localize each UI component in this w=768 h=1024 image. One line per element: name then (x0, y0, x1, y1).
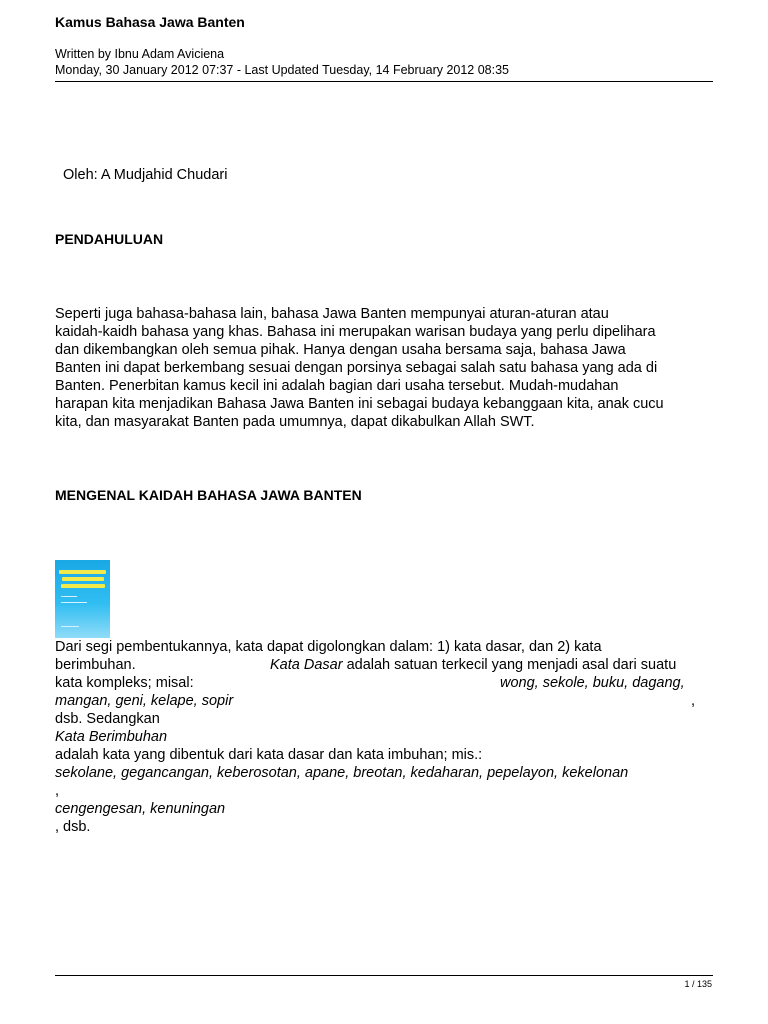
kaidah-line-5: dsb. Sedangkan (55, 711, 160, 727)
paragraph-line: Seperti juga bahasa-bahasa lain, bahasa Jawa Banten mempunyai aturan-aturan atau (55, 306, 609, 322)
example-words-3: sekolane, gegancangan, keberosotan, apane, breotan, kedaharan, pepelayon, kekelonan (55, 765, 629, 781)
paragraph-line: kita, dan masyarakat Banten pada umumnya, dapat dikabulkan Allah SWT. (55, 414, 535, 430)
kaidah-line-11: , dsb. (55, 819, 91, 835)
example-words-1: wong, sekole, buku, dagang, (500, 675, 685, 691)
page-number: 1 / 135 (684, 979, 712, 989)
book-cover-image (55, 560, 110, 638)
document-title: Kamus Bahasa Jawa Banten (55, 14, 245, 30)
header-divider (55, 81, 713, 82)
example-words-2: mangan, geni, kelape, sopir (55, 693, 234, 709)
kaidah-line-2b (270, 656, 676, 674)
kaidah-line-8 (55, 764, 628, 782)
kaidah-line-10 (55, 800, 225, 818)
kaidah-line-3b (500, 674, 685, 692)
paragraph-line: Banten. Penerbitan kamus kecil ini adalah bagian dari usaha tersebut. Mudah-mudahan (55, 378, 619, 394)
kaidah-line-3a: kata kompleks; misal: (55, 675, 194, 691)
kaidah-line-9: , (55, 783, 60, 799)
section-heading-pendahuluan: PENDAHULUAN (55, 231, 164, 247)
kaidah-line-4-comma: , (691, 693, 696, 709)
section-heading-kaidah: MENGENAL KAIDAH BAHASA JAWA BANTEN (55, 487, 362, 503)
kaidah-line-2a: berimbuhan. (55, 657, 136, 673)
kaidah-line-1: Dari segi pembentukannya, kata dapat digolongkan dalam: 1) kata dasar, dan 2) kata (55, 639, 602, 655)
term-kata-berimbuhan: Kata Berimbuhan (55, 729, 168, 745)
kaidah-line-6 (55, 728, 167, 746)
paragraph-line: kaidah-kaidh bahasa yang khas. Bahasa ini merupakan warisan budaya yang perlu dipelihara (55, 324, 656, 340)
example-words-4: cengengesan, kenuningan (55, 801, 226, 817)
paragraph-line: Banten ini dapat berkembang sesuai dengan porsinya sebagai salah satu bahasa yang ada di (55, 360, 658, 376)
paragraph-line: dan dikembangkan oleh semua pihak. Hanya dengan usaha bersama saja, bahasa Jawa (55, 342, 626, 358)
term-kata-dasar: Kata Dasar (270, 657, 343, 673)
footer-divider (55, 975, 713, 976)
byline: Oleh: A Mudjahid Chudari (63, 167, 228, 183)
date-line: Monday, 30 January 2012 07:37 - Last Updated Tuesday, 14 February 2012 08:35 (55, 63, 510, 77)
author-line: Written by Ibnu Adam Aviciena (55, 47, 225, 61)
kaidah-line-4 (55, 692, 233, 710)
paragraph-line: harapan kita menjadikan Bahasa Jawa Banten ini sebagai budaya kebanggaan kita, anak cucu (55, 396, 664, 412)
intro-paragraph (55, 305, 715, 431)
kaidah-line-2c: adalah satuan terkecil yang menjadi asal dari suatu (342, 657, 677, 673)
kaidah-line-7: adalah kata yang dibentuk dari kata dasar dan kata imbuhan; mis.: (55, 747, 483, 763)
